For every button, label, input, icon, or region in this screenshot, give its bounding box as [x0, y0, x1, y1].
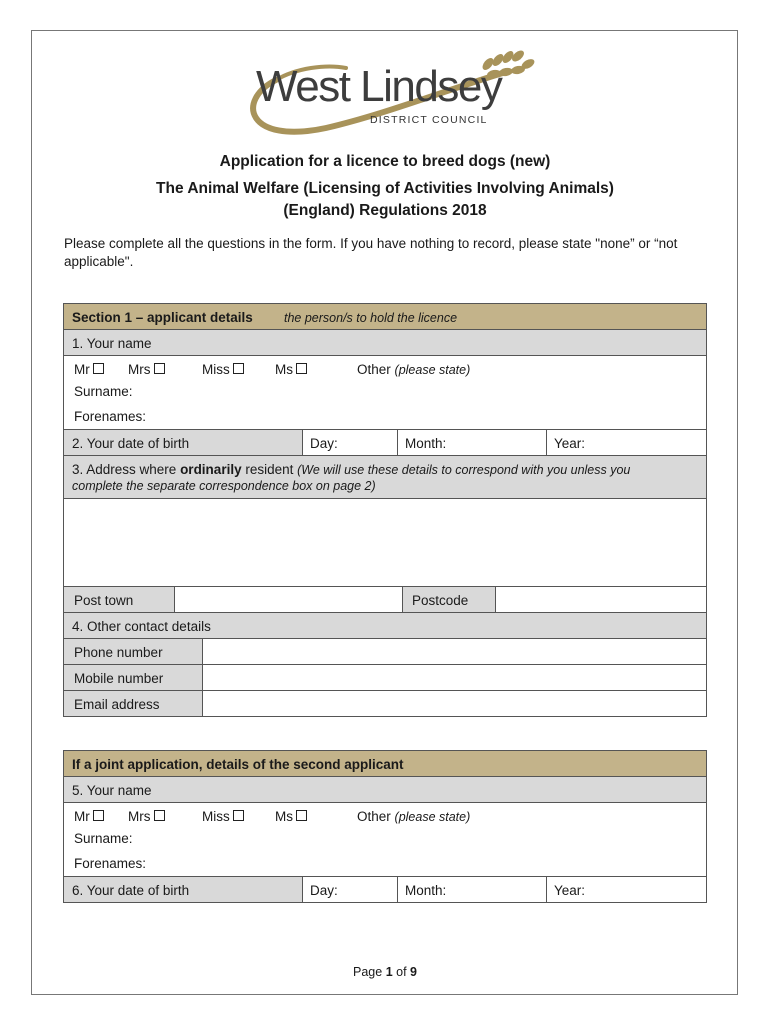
title-miss[interactable]	[202, 362, 244, 377]
title2-mrs-label: Mrs	[128, 809, 151, 824]
q5-label: 5. Your name	[72, 783, 152, 798]
mobile-field[interactable]	[202, 664, 707, 691]
dob2-year-field[interactable]	[546, 876, 707, 903]
q6-row	[63, 876, 303, 903]
title-ms-label: Ms	[275, 362, 293, 377]
q1-label: 1. Your name	[72, 336, 152, 351]
title-miss-label: Miss	[202, 362, 230, 377]
title2-ms[interactable]	[275, 809, 307, 824]
ms-checkbox[interactable]	[296, 363, 307, 374]
post-town-label: Post town	[74, 593, 134, 608]
forenames2-field[interactable]: Forenames:	[74, 856, 147, 871]
title-ms[interactable]	[275, 362, 307, 377]
logo-name: West Lindsey	[256, 62, 502, 111]
regulation-title-line2: (England) Regulations 2018	[283, 202, 487, 219]
surname2-field[interactable]: Surname:	[74, 831, 133, 846]
dob-day-field[interactable]	[302, 429, 398, 456]
title2-mrs[interactable]	[128, 809, 165, 824]
section2-title: If a joint application, details of the second applicant	[72, 757, 404, 772]
page-number	[0, 965, 770, 979]
title-mrs[interactable]	[128, 362, 165, 377]
surname-field[interactable]: Surname:	[74, 384, 133, 399]
page-word: Page	[353, 965, 383, 979]
title2-mr[interactable]	[74, 809, 104, 824]
title-other-label: Other	[357, 362, 391, 377]
miss-checkbox[interactable]	[233, 363, 244, 374]
page-current: 1	[385, 965, 393, 979]
name-block-2	[63, 802, 707, 877]
regulation-title-line1: The Animal Welfare (Licensing of Activities Involving Animals)	[156, 180, 614, 197]
mrs-checkbox[interactable]	[154, 363, 165, 374]
q2-label: 2. Your date of birth	[72, 436, 190, 451]
phone-field[interactable]	[202, 638, 707, 665]
title-mr[interactable]	[74, 362, 104, 377]
q4-label: 4. Other contact details	[72, 619, 211, 634]
dob-year-label: Year:	[554, 436, 586, 451]
mobile-label-cell	[63, 664, 203, 691]
title-other[interactable]	[357, 362, 470, 377]
ms2-checkbox[interactable]	[296, 810, 307, 821]
instructions: Please complete all the questions in the form. If you have nothing to record, please state "none” or “not applicable".	[64, 236, 678, 269]
q3-note-line2: complete the separate correspondence box on page 2)	[72, 479, 376, 493]
address-field[interactable]	[63, 498, 707, 587]
post-town-field[interactable]	[174, 586, 403, 613]
title-mr-label: Mr	[74, 362, 90, 377]
title2-mr-label: Mr	[74, 809, 90, 824]
dob2-month-label: Month:	[405, 883, 447, 898]
q1-row	[63, 329, 707, 356]
forenames-field[interactable]: Forenames:	[74, 409, 147, 424]
email-label: Email address	[74, 697, 160, 712]
email-label-cell	[63, 690, 203, 717]
q3-row	[63, 455, 707, 499]
q3-label	[72, 462, 630, 477]
q2-row	[63, 429, 303, 456]
q4-row	[63, 612, 707, 639]
section1-title: Section 1 – applicant details	[72, 310, 253, 325]
dob2-year-label: Year:	[554, 883, 586, 898]
mrs2-checkbox[interactable]	[154, 810, 165, 821]
title2-miss[interactable]	[202, 809, 244, 824]
dob-year-field[interactable]	[546, 429, 707, 456]
email-field[interactable]	[202, 690, 707, 717]
miss2-checkbox[interactable]	[233, 810, 244, 821]
q3-label-c: resident	[241, 462, 298, 477]
section1-header	[63, 303, 707, 330]
q3-note-line1: (We will use these details to correspond with you unless you	[297, 463, 631, 477]
form-title: Application for a licence to breed dogs (new)	[219, 153, 551, 170]
q6-label: 6. Your date of birth	[72, 883, 190, 898]
postcode-label: Postcode	[412, 593, 469, 608]
section1-title-note: the person/s to hold the licence	[284, 311, 458, 325]
q3-label-bold: ordinarily	[180, 462, 242, 477]
title2-other-label: Other	[357, 809, 391, 824]
dob-month-field[interactable]	[397, 429, 547, 456]
title-other-note: (please state)	[394, 363, 471, 377]
section2-header	[63, 750, 707, 777]
logo-subtitle: DISTRICT COUNCIL	[370, 114, 488, 126]
post-town-label-cell	[63, 586, 175, 613]
dob-day-label: Day:	[310, 436, 338, 451]
postcode-field[interactable]	[495, 586, 707, 613]
dob2-day-field[interactable]	[302, 876, 398, 903]
title2-ms-label: Ms	[275, 809, 293, 824]
title-mrs-label: Mrs	[128, 362, 151, 377]
title2-other-note: (please state)	[394, 810, 471, 824]
phone-label: Phone number	[74, 645, 163, 660]
q5-row	[63, 776, 707, 803]
mr2-checkbox[interactable]	[93, 810, 104, 821]
mr-checkbox[interactable]	[93, 363, 104, 374]
postcode-label-cell	[402, 586, 496, 613]
dob2-day-label: Day:	[310, 883, 338, 898]
council-logo	[236, 50, 536, 140]
title2-other[interactable]	[357, 809, 470, 824]
title2-miss-label: Miss	[202, 809, 230, 824]
dob-month-label: Month:	[405, 436, 447, 451]
page-total: 9	[410, 965, 417, 979]
phone-label-cell	[63, 638, 203, 665]
q3-label-a: 3. Address where	[72, 462, 181, 477]
name-block	[63, 355, 707, 430]
page-of-word: of	[396, 965, 407, 979]
dob2-month-field[interactable]	[397, 876, 547, 903]
mobile-label: Mobile number	[74, 671, 164, 686]
